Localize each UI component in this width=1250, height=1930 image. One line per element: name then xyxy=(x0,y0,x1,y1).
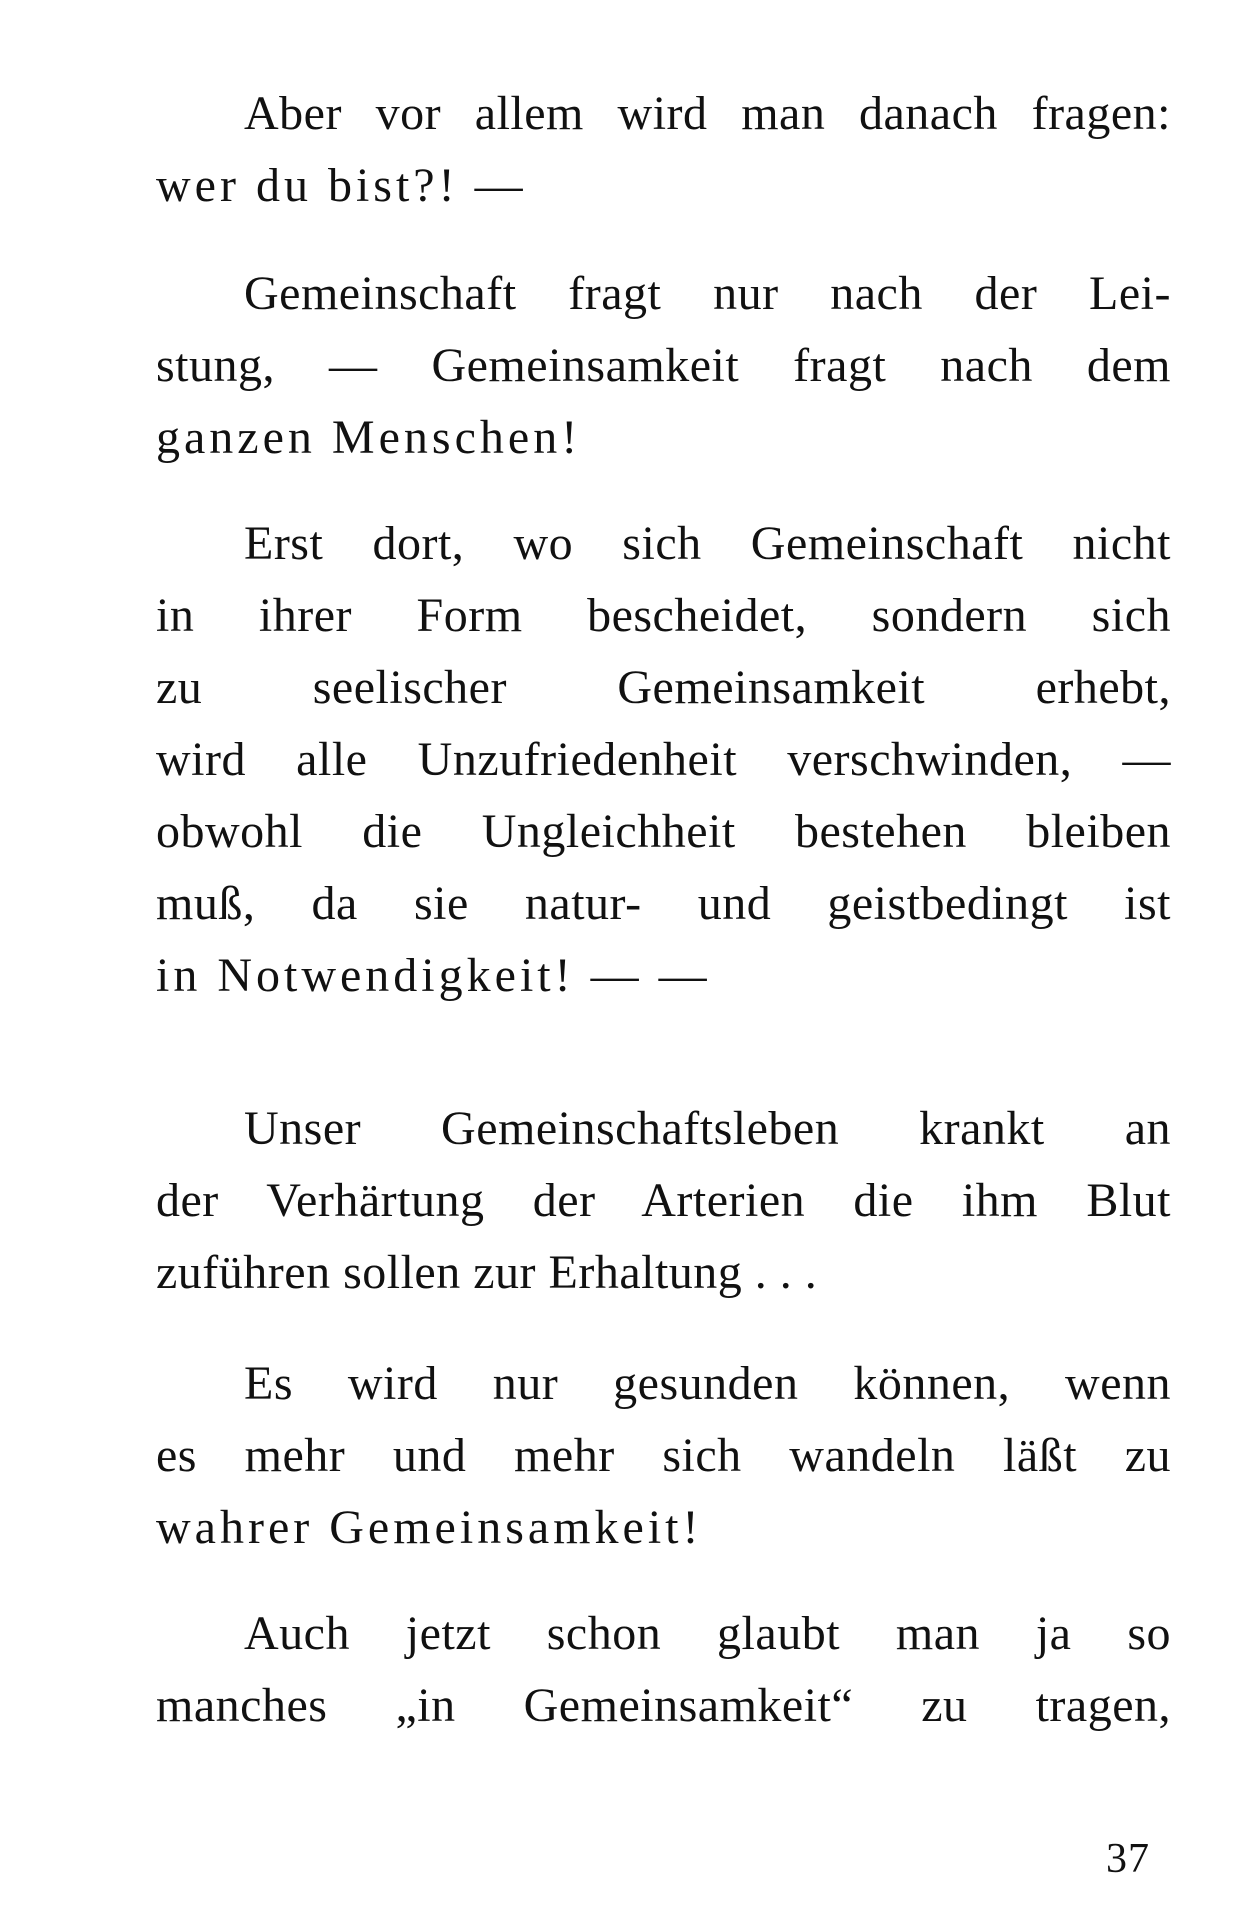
text-line: Aber vor allem wird man danach fragen: xyxy=(244,87,1171,140)
paragraph-6 xyxy=(156,1598,1171,1742)
text-line: stung, — Gemeinsamkeit fragt nach dem xyxy=(156,339,1171,392)
text-line: Unser Gemeinschaftsleben krankt an xyxy=(244,1102,1171,1155)
text-line: es mehr und mehr sich wandeln läßt zu xyxy=(156,1429,1171,1482)
text-line: wird alle Unzufriedenheit verschwinden, — xyxy=(156,733,1171,786)
paragraph-5 xyxy=(156,1348,1171,1564)
text-line: ganzen Menschen! xyxy=(156,411,582,464)
paragraph-1 xyxy=(156,78,1171,222)
paragraph-3 xyxy=(156,508,1171,1012)
text-line: manches „in Gemeinsamkeit“ zu tragen, xyxy=(156,1679,1171,1732)
text-line: wahrer Gemeinsamkeit! xyxy=(156,1501,703,1554)
paragraph-4 xyxy=(156,1093,1171,1309)
text-line: der Verhärtung der Arterien die ihm Blut xyxy=(156,1174,1171,1227)
text-line: Erst dort, wo sich Gemeinschaft nicht xyxy=(244,517,1171,570)
text-line: in ihrer Form bescheidet, sondern sich xyxy=(156,589,1171,642)
text-line: Auch jetzt schon glaubt man ja so xyxy=(244,1607,1171,1660)
text-line: Es wird nur gesunden können, wenn xyxy=(244,1357,1171,1410)
page-number: 37 xyxy=(1106,1836,1150,1882)
text-line: muß, da sie natur- und geistbedingt ist xyxy=(156,877,1171,930)
text-line: zu seelischer Gemeinsamkeit erhebt, xyxy=(156,661,1171,714)
paragraph-2 xyxy=(156,258,1171,474)
text-line: obwohl die Ungleichheit bestehen bleiben xyxy=(156,805,1171,858)
text-line: Gemeinschaft fragt nur nach der Lei- xyxy=(244,267,1171,320)
text-line: in Notwendigkeit! — — xyxy=(156,949,711,1002)
text-line: zuführen sollen zur Erhaltung . . . xyxy=(156,1246,818,1299)
text-line: wer du bist?! — xyxy=(156,159,527,212)
